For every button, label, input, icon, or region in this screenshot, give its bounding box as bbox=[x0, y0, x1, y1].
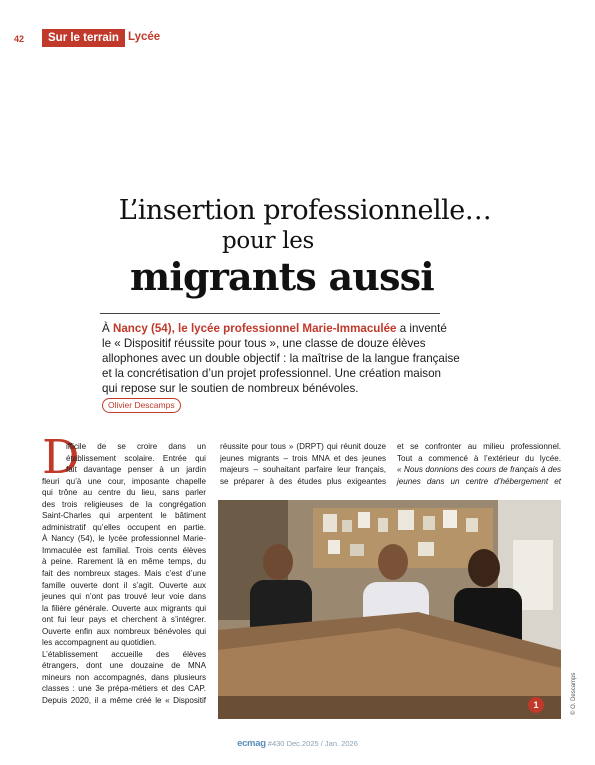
body-line: des trois religieuses de la congrégation bbox=[42, 499, 206, 509]
body-line: jeunes qui n’ont pas trouvé leur voie dans bbox=[42, 592, 206, 602]
lede-paragraph bbox=[102, 321, 502, 396]
body-column-3 bbox=[397, 441, 561, 487]
body-column-1 bbox=[42, 441, 206, 707]
lede-text: a inventé bbox=[396, 322, 447, 335]
body-line: mineurs non accompagnés, dans plusieurs bbox=[42, 672, 206, 682]
lede-line-4: et la concrétisation d’un projet professionnel. Une création maison bbox=[102, 367, 441, 380]
body-line: ont fui leur pays et cherchent à s’intégrer. bbox=[42, 615, 206, 625]
body-line: qui trône au centre du lieu, sans parler bbox=[42, 488, 206, 498]
body-line: réussite pour tous » (DRPT) qui réunit douze bbox=[220, 442, 386, 451]
body-line: administratif qu’elles occupent en partie. bbox=[42, 522, 206, 532]
body-line: « Nous donnions des cours de français à des bbox=[397, 465, 561, 475]
magazine-logo: ecmag bbox=[237, 738, 266, 749]
body-column-2 bbox=[220, 441, 386, 487]
issue-number: #430 bbox=[267, 739, 285, 748]
lede-highlight: Nancy (54), le lycée professionnel Marie-Immaculée bbox=[112, 322, 397, 335]
lede-line-3: allophones avec un double objectif : la maîtrise de la langue française bbox=[102, 352, 460, 365]
body-line: Depuis 2020, il a même créé le « Dispositif bbox=[42, 696, 206, 706]
body-line: établissement scolaire. Entrée qui bbox=[66, 453, 206, 463]
lede-text: À bbox=[102, 322, 113, 335]
issue-date: Dec.2025 / Jan. 2026 bbox=[286, 739, 358, 748]
body-line: la filière générale. Ouverte aux migrants qui bbox=[42, 603, 206, 613]
body-line: fait des nombreux stages. Mais c’est d’une bbox=[42, 569, 206, 579]
subsection-label: Lycée bbox=[128, 31, 161, 43]
lede-line-1 bbox=[102, 321, 502, 336]
body-line: jeunes migrants – trois MNA et des jeunes bbox=[220, 453, 386, 463]
body-line: les accompagnent au quotidien. bbox=[42, 638, 157, 648]
body-line: à peine. Rarement là en même temps, du bbox=[42, 557, 206, 567]
body-line: se préparer à des études plus exigeantes bbox=[220, 476, 386, 486]
body-line: Tout a commencé à l’extérieur du lycée. bbox=[397, 453, 561, 463]
lede-line-5: qui repose sur le soutien de nombreux bénévoles. bbox=[102, 382, 359, 395]
body-line: L’établissement accueille des élèves bbox=[42, 649, 206, 659]
drop-cap: D bbox=[42, 430, 80, 485]
body-line: famille ouverte dont il s’agit. Ouverte aux bbox=[42, 580, 206, 590]
body-line: À Nancy (54), le lycée professionnel Marie- bbox=[42, 534, 206, 544]
body-line: majeurs – souhaitant parfaire leur français, bbox=[220, 465, 386, 475]
body-line: ifficile de se croire dans un bbox=[66, 442, 206, 451]
body-line: jeunes dans un centre d’hébergement et bbox=[397, 476, 561, 486]
page-footer bbox=[0, 738, 595, 749]
photo-credit: © O. Descamps bbox=[571, 672, 577, 715]
section-tag: Sur le terrain bbox=[42, 29, 125, 47]
body-line: Ouverte enfin aux nombreux bénévoles qui bbox=[42, 626, 206, 636]
body-line: Saint-Charles qui arpentent le bâtiment bbox=[42, 511, 206, 521]
body-line: fait davantage penser à un jardin bbox=[66, 465, 206, 475]
title-divider bbox=[100, 313, 440, 314]
lede-line-2: le « Dispositif réussite pour tous », une classe de douze élèves bbox=[102, 337, 426, 350]
body-line: classes : une 3e prépa-métiers et des CAP. bbox=[42, 684, 206, 694]
headline-line-3: migrants aussi bbox=[130, 254, 434, 299]
headline-line-1: L’insertion professionnelle… bbox=[118, 195, 492, 226]
classroom-photo bbox=[218, 500, 561, 719]
body-line: et se confronter au milieu professionnel. bbox=[397, 442, 561, 451]
page-number: 42 bbox=[14, 34, 25, 44]
body-line: étrangers, dont une douzaine de MNA bbox=[42, 661, 206, 671]
photo-number-badge: 1 bbox=[528, 697, 544, 713]
body-line: fleuri qu’à une cour, imposante chapelle bbox=[42, 476, 206, 486]
body-line: Immaculée est familial. Trois cents élèves bbox=[42, 545, 206, 555]
headline-line-2: pour les bbox=[222, 228, 315, 254]
author-byline: Olivier Descamps bbox=[102, 398, 181, 413]
